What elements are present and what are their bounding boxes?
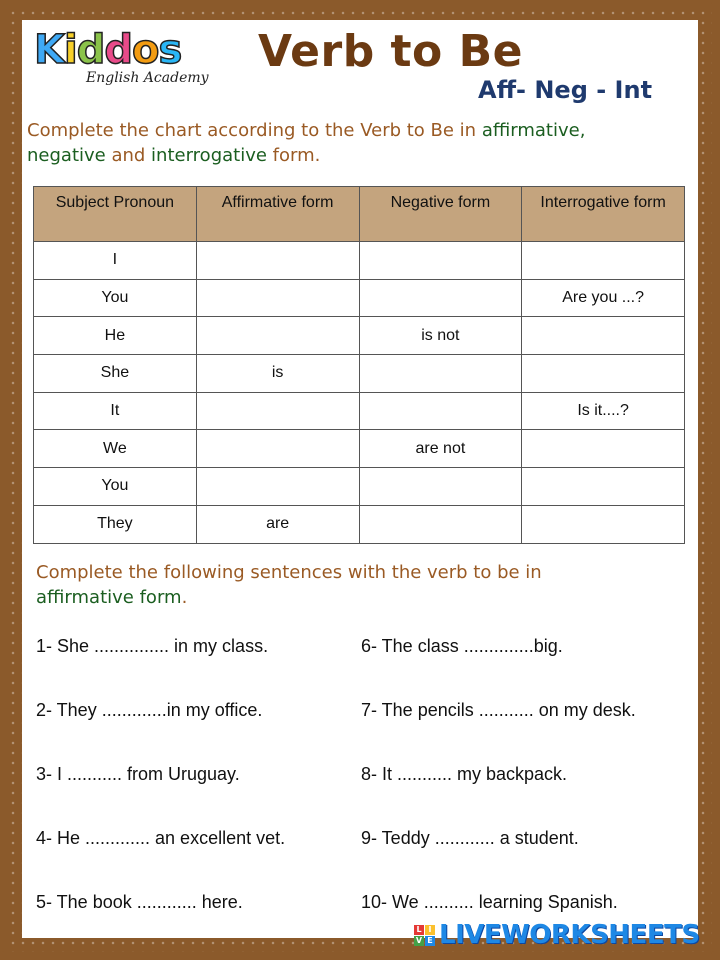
sentence-7: 7- The pencils ........... on my desk. bbox=[361, 700, 636, 720]
subject-pronoun-cell: You bbox=[34, 279, 197, 317]
answer-cell[interactable] bbox=[522, 505, 685, 543]
answer-cell[interactable] bbox=[196, 317, 359, 355]
answer-cell[interactable]: is bbox=[196, 355, 359, 393]
answer-cell[interactable] bbox=[359, 279, 522, 317]
answer-cell[interactable]: is not bbox=[359, 317, 522, 355]
instr1-negative: negative bbox=[27, 145, 106, 166]
header-negative: Negative form bbox=[359, 187, 522, 242]
header-subject-pronoun: Subject Pronoun bbox=[34, 187, 197, 242]
page-subtitle: Aff- Neg - Int bbox=[478, 76, 653, 104]
brand-mark-e: E bbox=[425, 936, 435, 946]
sentence-3: 3- I ........... from Uruguay. bbox=[36, 764, 240, 784]
sentence-4: 4- He ............. an excellent vet. bbox=[36, 828, 286, 848]
sentence-1: 1- She ............... in my class. bbox=[36, 636, 269, 656]
header-affirmative: Affirmative form bbox=[196, 187, 359, 242]
answer-cell[interactable] bbox=[522, 242, 685, 280]
logo-word bbox=[34, 27, 214, 73]
instr2-period: . bbox=[181, 587, 188, 608]
answer-cell[interactable] bbox=[359, 355, 522, 393]
answer-cell[interactable] bbox=[359, 505, 522, 543]
answer-cell[interactable] bbox=[196, 242, 359, 280]
header-interrogative: Interrogative form bbox=[522, 187, 685, 242]
sentence-9: 9- Teddy ............ a student. bbox=[361, 828, 579, 848]
chart-header-row bbox=[34, 187, 685, 242]
answer-cell[interactable]: are not bbox=[359, 430, 522, 468]
table-row bbox=[34, 505, 685, 543]
sentence-10: 10- We .......... learning Spanish. bbox=[361, 892, 618, 912]
subject-pronoun-cell: They bbox=[34, 505, 197, 543]
instr2-affirmative-form: affirmative form bbox=[36, 587, 182, 608]
logo-letter: d bbox=[104, 27, 132, 73]
answer-cell[interactable]: are bbox=[196, 505, 359, 543]
brand-text: LIVEWORKSHEETS bbox=[439, 920, 700, 950]
answer-cell[interactable] bbox=[522, 317, 685, 355]
answer-cell[interactable] bbox=[522, 430, 685, 468]
instr1-form: form. bbox=[266, 145, 321, 166]
answer-cell[interactable] bbox=[522, 468, 685, 506]
liveworksheets-brand[interactable] bbox=[414, 922, 700, 948]
instr1-and: and bbox=[105, 145, 152, 166]
instr1-interrogative: interrogative bbox=[151, 145, 267, 166]
answer-cell[interactable]: Is it....? bbox=[522, 392, 685, 430]
sentence-5: 5- The book ............ here. bbox=[36, 892, 243, 912]
logo-letter: K bbox=[34, 27, 64, 73]
table-row bbox=[34, 355, 685, 393]
instr1-text-a: Complete the chart according to the Verb to Be in bbox=[27, 120, 482, 141]
answer-cell[interactable] bbox=[196, 392, 359, 430]
subject-pronoun-cell: You bbox=[34, 468, 197, 506]
subject-pronoun-cell: She bbox=[34, 355, 197, 393]
subject-pronoun-cell: It bbox=[34, 392, 197, 430]
kiddos-logo bbox=[34, 27, 214, 94]
instr1-comma: , bbox=[579, 120, 586, 141]
sentence-instruction bbox=[36, 560, 676, 610]
instr2-text: Complete the following sentences with the verb to be in bbox=[36, 562, 542, 583]
logo-letter: o bbox=[132, 27, 159, 73]
logo-subtitle: English Academy bbox=[86, 70, 209, 86]
brand-mark-v: V bbox=[415, 935, 423, 945]
verb-chart bbox=[33, 186, 685, 544]
brand-mark-i: I bbox=[425, 925, 435, 935]
answer-cell[interactable] bbox=[359, 468, 522, 506]
table-row bbox=[34, 468, 685, 506]
answer-cell[interactable] bbox=[359, 242, 522, 280]
answer-cell[interactable] bbox=[522, 355, 685, 393]
subject-pronoun-cell: We bbox=[34, 430, 197, 468]
brand-mark-l: L bbox=[414, 925, 424, 935]
logo-letter: s bbox=[158, 27, 182, 73]
answer-cell[interactable] bbox=[196, 430, 359, 468]
table-row bbox=[34, 317, 685, 355]
table-row bbox=[34, 430, 685, 468]
answer-cell[interactable]: Are you ...? bbox=[522, 279, 685, 317]
subject-pronoun-cell: He bbox=[34, 317, 197, 355]
table-row bbox=[34, 392, 685, 430]
sentence-8: 8- It ........... my backpack. bbox=[361, 764, 568, 784]
page-title: Verb to Be bbox=[258, 26, 523, 77]
logo-letter: i bbox=[64, 27, 77, 73]
logo-letter: d bbox=[76, 27, 105, 73]
liveworksheets-logo-icon bbox=[414, 925, 435, 946]
answer-cell[interactable] bbox=[196, 468, 359, 506]
chart-instruction bbox=[27, 118, 667, 168]
subject-pronoun-cell: I bbox=[34, 242, 197, 280]
instr1-affirmative: affirmative bbox=[481, 120, 580, 141]
table-row bbox=[34, 279, 685, 317]
answer-cell[interactable] bbox=[359, 392, 522, 430]
sentence-6: 6- The class ..............big. bbox=[361, 636, 563, 656]
sentence-2: 2- They .............in my office. bbox=[36, 700, 263, 720]
answer-cell[interactable] bbox=[196, 279, 359, 317]
table-row bbox=[34, 242, 685, 280]
